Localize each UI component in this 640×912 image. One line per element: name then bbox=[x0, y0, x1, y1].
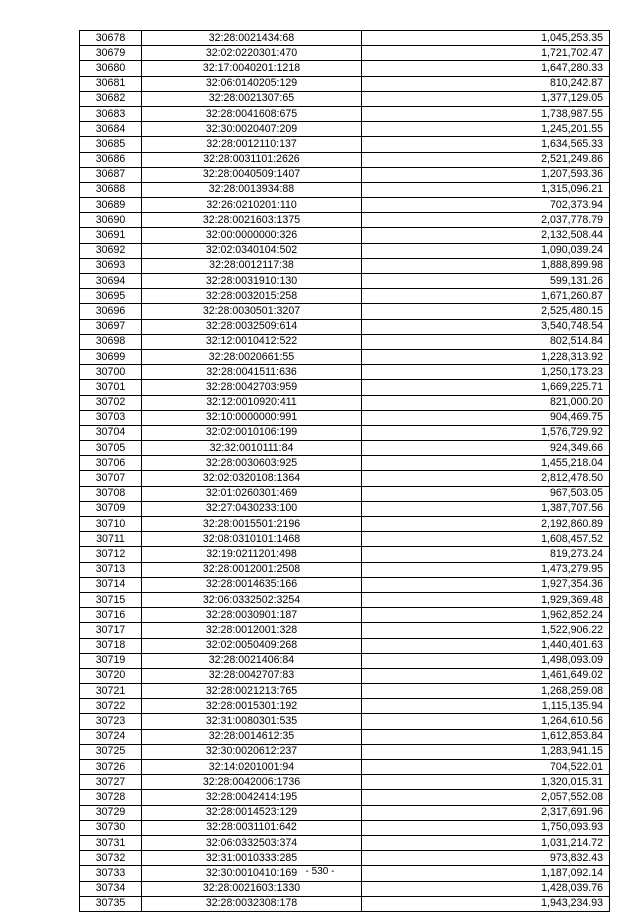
table-row bbox=[80, 805, 610, 820]
cadastral-number-cell: 32:02:0220301:470 bbox=[142, 46, 362, 61]
row-number-cell: 30733 bbox=[80, 866, 142, 881]
table-row bbox=[80, 243, 610, 258]
cadastral-number-cell: 32:31:0080301:535 bbox=[142, 714, 362, 729]
amount-cell: 2,192,860.89 bbox=[362, 517, 610, 532]
row-number-cell: 30680 bbox=[80, 61, 142, 76]
table-row bbox=[80, 76, 610, 91]
amount-cell: 704,522.01 bbox=[362, 760, 610, 775]
table-row bbox=[80, 532, 610, 547]
row-number-cell: 30707 bbox=[80, 471, 142, 486]
table-row bbox=[80, 334, 610, 349]
table-row bbox=[80, 501, 610, 516]
row-number-cell: 30731 bbox=[80, 835, 142, 850]
table-row bbox=[80, 167, 610, 182]
amount-cell: 1,320,015.31 bbox=[362, 775, 610, 790]
row-number-cell: 30713 bbox=[80, 562, 142, 577]
row-number-cell: 30684 bbox=[80, 122, 142, 137]
amount-cell: 2,521,249.86 bbox=[362, 152, 610, 167]
table-row bbox=[80, 304, 610, 319]
cadastral-number-cell: 32:02:0340104:502 bbox=[142, 243, 362, 258]
cadastral-number-cell: 32:17:0040201:1218 bbox=[142, 61, 362, 76]
amount-cell: 821,000.20 bbox=[362, 395, 610, 410]
amount-cell: 1,608,457.52 bbox=[362, 532, 610, 547]
table-row bbox=[80, 456, 610, 471]
cadastral-number-cell: 32:02:0010106:199 bbox=[142, 425, 362, 440]
cadastral-number-cell: 32:30:0010410:169 bbox=[142, 866, 362, 881]
table-row bbox=[80, 319, 610, 334]
row-number-cell: 30730 bbox=[80, 820, 142, 835]
amount-cell: 1,228,313.92 bbox=[362, 349, 610, 364]
amount-cell: 973,832.43 bbox=[362, 851, 610, 866]
cadastral-number-cell: 32:06:0332503:374 bbox=[142, 835, 362, 850]
row-number-cell: 30700 bbox=[80, 365, 142, 380]
row-number-cell: 30709 bbox=[80, 501, 142, 516]
row-number-cell: 30710 bbox=[80, 517, 142, 532]
cadastral-number-cell: 32:28:0021307:65 bbox=[142, 91, 362, 106]
row-number-cell: 30702 bbox=[80, 395, 142, 410]
cadastral-number-cell: 32:10:0000000:991 bbox=[142, 410, 362, 425]
row-number-cell: 30679 bbox=[80, 46, 142, 61]
cadastral-number-cell: 32:32:0010111:84 bbox=[142, 441, 362, 456]
amount-cell: 599,131.26 bbox=[362, 274, 610, 289]
table-body bbox=[80, 31, 610, 912]
cadastral-number-cell: 32:28:0032015:258 bbox=[142, 289, 362, 304]
cadastral-number-cell: 32:06:0332502:3254 bbox=[142, 592, 362, 607]
cadastral-number-cell: 32:28:0031910:130 bbox=[142, 274, 362, 289]
cadastral-number-cell: 32:19:0211201:498 bbox=[142, 547, 362, 562]
table-row bbox=[80, 881, 610, 896]
row-number-cell: 30708 bbox=[80, 486, 142, 501]
table-row bbox=[80, 213, 610, 228]
cadastral-number-cell: 32:02:0050409:268 bbox=[142, 638, 362, 653]
cadastral-number-cell: 32:28:0030901:187 bbox=[142, 608, 362, 623]
amount-cell: 1,929,369.48 bbox=[362, 592, 610, 607]
row-number-cell: 30688 bbox=[80, 182, 142, 197]
amount-cell: 1,250,173.23 bbox=[362, 365, 610, 380]
cadastral-number-cell: 32:28:0021603:1330 bbox=[142, 881, 362, 896]
table-row bbox=[80, 638, 610, 653]
row-number-cell: 30682 bbox=[80, 91, 142, 106]
cadastral-number-cell: 32:30:0020407:209 bbox=[142, 122, 362, 137]
table-row bbox=[80, 471, 610, 486]
row-number-cell: 30715 bbox=[80, 592, 142, 607]
table-row bbox=[80, 182, 610, 197]
table-row bbox=[80, 744, 610, 759]
table-row bbox=[80, 61, 610, 76]
amount-cell: 1,498,093.09 bbox=[362, 653, 610, 668]
row-number-cell: 30728 bbox=[80, 790, 142, 805]
table-row bbox=[80, 152, 610, 167]
table-row bbox=[80, 592, 610, 607]
table-row bbox=[80, 289, 610, 304]
amount-cell: 1,612,853.84 bbox=[362, 729, 610, 744]
amount-cell: 1,187,092.14 bbox=[362, 866, 610, 881]
cadastral-number-cell: 32:28:0042707:83 bbox=[142, 668, 362, 683]
row-number-cell: 30683 bbox=[80, 106, 142, 121]
table-row bbox=[80, 699, 610, 714]
row-number-cell: 30727 bbox=[80, 775, 142, 790]
cadastral-number-cell: 32:30:0020612:237 bbox=[142, 744, 362, 759]
cadastral-number-cell: 32:28:0020661:55 bbox=[142, 349, 362, 364]
cadastral-number-cell: 32:27:0430233:100 bbox=[142, 501, 362, 516]
cadastral-number-cell: 32:14:0201001:94 bbox=[142, 760, 362, 775]
table-row bbox=[80, 820, 610, 835]
cadastral-number-cell: 32:28:0032308:178 bbox=[142, 896, 362, 911]
cadastral-number-cell: 32:02:0320108:1364 bbox=[142, 471, 362, 486]
amount-cell: 1,576,729.92 bbox=[362, 425, 610, 440]
amount-cell: 1,377,129.05 bbox=[362, 91, 610, 106]
page-number: - 530 - bbox=[305, 866, 335, 877]
row-number-cell: 30721 bbox=[80, 684, 142, 699]
cadastral-number-cell: 32:28:0021603:1375 bbox=[142, 213, 362, 228]
cadastral-number-cell: 32:28:0012001:328 bbox=[142, 623, 362, 638]
table-row bbox=[80, 137, 610, 152]
row-number-cell: 30704 bbox=[80, 425, 142, 440]
row-number-cell: 30701 bbox=[80, 380, 142, 395]
table-row bbox=[80, 684, 610, 699]
row-number-cell: 30729 bbox=[80, 805, 142, 820]
row-number-cell: 30689 bbox=[80, 198, 142, 213]
amount-cell: 1,634,565.33 bbox=[362, 137, 610, 152]
amount-cell: 1,943,234.93 bbox=[362, 896, 610, 911]
cadastral-number-cell: 32:28:0041608:675 bbox=[142, 106, 362, 121]
row-number-cell: 30732 bbox=[80, 851, 142, 866]
cadastral-number-cell: 32:28:0040509:1407 bbox=[142, 167, 362, 182]
amount-cell: 1,031,214.72 bbox=[362, 835, 610, 850]
row-number-cell: 30695 bbox=[80, 289, 142, 304]
amount-cell: 1,115,135.94 bbox=[362, 699, 610, 714]
row-number-cell: 30723 bbox=[80, 714, 142, 729]
table-row bbox=[80, 106, 610, 121]
cadastral-number-cell: 32:28:0014612:35 bbox=[142, 729, 362, 744]
amount-cell: 1,461,649.02 bbox=[362, 668, 610, 683]
table-row bbox=[80, 547, 610, 562]
cadastral-number-cell: 32:06:0140205:129 bbox=[142, 76, 362, 91]
row-number-cell: 30735 bbox=[80, 896, 142, 911]
row-number-cell: 30719 bbox=[80, 653, 142, 668]
row-number-cell: 30696 bbox=[80, 304, 142, 319]
cadastral-number-cell: 32:28:0012117:38 bbox=[142, 258, 362, 273]
table-row bbox=[80, 775, 610, 790]
amount-cell: 1,721,702.47 bbox=[362, 46, 610, 61]
table-row bbox=[80, 562, 610, 577]
table-row bbox=[80, 349, 610, 364]
row-number-cell: 30699 bbox=[80, 349, 142, 364]
row-number-cell: 30725 bbox=[80, 744, 142, 759]
cadastral-number-cell: 32:28:0031101:2626 bbox=[142, 152, 362, 167]
table-row bbox=[80, 653, 610, 668]
table-row bbox=[80, 91, 610, 106]
amount-cell: 1,738,987.55 bbox=[362, 106, 610, 121]
row-number-cell: 30722 bbox=[80, 699, 142, 714]
row-number-cell: 30716 bbox=[80, 608, 142, 623]
table-row bbox=[80, 365, 610, 380]
amount-cell: 810,242.87 bbox=[362, 76, 610, 91]
amount-cell: 2,037,778.79 bbox=[362, 213, 610, 228]
row-number-cell: 30692 bbox=[80, 243, 142, 258]
cadastral-number-cell: 32:28:0015501:2196 bbox=[142, 517, 362, 532]
table-row bbox=[80, 851, 610, 866]
cadastral-number-cell: 32:28:0032509:614 bbox=[142, 319, 362, 334]
amount-cell: 802,514.84 bbox=[362, 334, 610, 349]
amount-cell: 2,812,478.50 bbox=[362, 471, 610, 486]
cadastral-number-cell: 32:28:0021434:68 bbox=[142, 31, 362, 46]
amount-cell: 1,090,039.24 bbox=[362, 243, 610, 258]
amount-cell: 1,268,259.08 bbox=[362, 684, 610, 699]
table-row bbox=[80, 410, 610, 425]
table-row bbox=[80, 258, 610, 273]
amount-cell: 1,750,093.93 bbox=[362, 820, 610, 835]
cadastral-number-cell: 32:28:0021213:765 bbox=[142, 684, 362, 699]
amount-cell: 1,440,401.63 bbox=[362, 638, 610, 653]
row-number-cell: 30724 bbox=[80, 729, 142, 744]
data-table bbox=[79, 30, 610, 912]
row-number-cell: 30697 bbox=[80, 319, 142, 334]
table-row bbox=[80, 668, 610, 683]
cadastral-number-cell: 32:12:0010920:411 bbox=[142, 395, 362, 410]
row-number-cell: 30681 bbox=[80, 76, 142, 91]
amount-cell: 1,669,225.71 bbox=[362, 380, 610, 395]
table-row bbox=[80, 623, 610, 638]
table-row bbox=[80, 198, 610, 213]
amount-cell: 904,469.75 bbox=[362, 410, 610, 425]
cadastral-number-cell: 32:08:0310101:1468 bbox=[142, 532, 362, 547]
row-number-cell: 30698 bbox=[80, 334, 142, 349]
amount-cell: 1,962,852.24 bbox=[362, 608, 610, 623]
table-row bbox=[80, 228, 610, 243]
cadastral-number-cell: 32:28:0042006:1736 bbox=[142, 775, 362, 790]
row-number-cell: 30706 bbox=[80, 456, 142, 471]
cadastral-number-cell: 32:26:0210201:110 bbox=[142, 198, 362, 213]
row-number-cell: 30687 bbox=[80, 167, 142, 182]
amount-cell: 1,387,707.56 bbox=[362, 501, 610, 516]
table-row bbox=[80, 274, 610, 289]
row-number-cell: 30686 bbox=[80, 152, 142, 167]
amount-cell: 1,671,260.87 bbox=[362, 289, 610, 304]
amount-cell: 2,317,691.96 bbox=[362, 805, 610, 820]
row-number-cell: 30720 bbox=[80, 668, 142, 683]
table-row bbox=[80, 122, 610, 137]
table-row bbox=[80, 714, 610, 729]
row-number-cell: 30712 bbox=[80, 547, 142, 562]
row-number-cell: 30678 bbox=[80, 31, 142, 46]
row-number-cell: 30685 bbox=[80, 137, 142, 152]
amount-cell: 1,473,279.95 bbox=[362, 562, 610, 577]
amount-cell: 1,522,906.22 bbox=[362, 623, 610, 638]
table-row bbox=[80, 380, 610, 395]
amount-cell: 1,647,280.33 bbox=[362, 61, 610, 76]
amount-cell: 2,057,552.08 bbox=[362, 790, 610, 805]
cadastral-number-cell: 32:28:0013934:88 bbox=[142, 182, 362, 197]
amount-cell: 967,503.05 bbox=[362, 486, 610, 501]
table-row bbox=[80, 31, 610, 46]
amount-cell: 1,428,039.76 bbox=[362, 881, 610, 896]
cadastral-number-cell: 32:28:0031101:642 bbox=[142, 820, 362, 835]
amount-cell: 702,373.94 bbox=[362, 198, 610, 213]
cadastral-number-cell: 32:28:0021406:84 bbox=[142, 653, 362, 668]
row-number-cell: 30726 bbox=[80, 760, 142, 775]
amount-cell: 2,525,480.15 bbox=[362, 304, 610, 319]
amount-cell: 819,273.24 bbox=[362, 547, 610, 562]
row-number-cell: 30694 bbox=[80, 274, 142, 289]
amount-cell: 1,315,096.21 bbox=[362, 182, 610, 197]
table-row bbox=[80, 760, 610, 775]
cadastral-number-cell: 32:28:0030603:925 bbox=[142, 456, 362, 471]
table-row bbox=[80, 425, 610, 440]
row-number-cell: 30734 bbox=[80, 881, 142, 896]
cadastral-number-cell: 32:28:0030501:3207 bbox=[142, 304, 362, 319]
cadastral-number-cell: 32:28:0042414:195 bbox=[142, 790, 362, 805]
amount-cell: 1,245,201.55 bbox=[362, 122, 610, 137]
cadastral-number-cell: 32:28:0014635:166 bbox=[142, 577, 362, 592]
table-row bbox=[80, 790, 610, 805]
amount-cell: 1,283,941.15 bbox=[362, 744, 610, 759]
cadastral-number-cell: 32:28:0012001:2508 bbox=[142, 562, 362, 577]
table-row bbox=[80, 395, 610, 410]
amount-cell: 3,540,748.54 bbox=[362, 319, 610, 334]
cadastral-number-cell: 32:28:0014523:129 bbox=[142, 805, 362, 820]
table-row bbox=[80, 441, 610, 456]
amount-cell: 1,264,610.56 bbox=[362, 714, 610, 729]
cadastral-number-cell: 32:28:0041511:636 bbox=[142, 365, 362, 380]
table-row bbox=[80, 46, 610, 61]
amount-cell: 924,349.66 bbox=[362, 441, 610, 456]
cadastral-number-cell: 32:12:0010412:522 bbox=[142, 334, 362, 349]
table-row bbox=[80, 896, 610, 911]
row-number-cell: 30711 bbox=[80, 532, 142, 547]
row-number-cell: 30718 bbox=[80, 638, 142, 653]
amount-cell: 1,045,253.35 bbox=[362, 31, 610, 46]
amount-cell: 1,207,593.36 bbox=[362, 167, 610, 182]
table-row bbox=[80, 577, 610, 592]
row-number-cell: 30703 bbox=[80, 410, 142, 425]
table-row bbox=[80, 517, 610, 532]
cadastral-number-cell: 32:01:0260301:469 bbox=[142, 486, 362, 501]
cadastral-number-cell: 32:28:0015301:192 bbox=[142, 699, 362, 714]
table-row bbox=[80, 729, 610, 744]
row-number-cell: 30705 bbox=[80, 441, 142, 456]
cadastral-number-cell: 32:00:0000000:326 bbox=[142, 228, 362, 243]
row-number-cell: 30714 bbox=[80, 577, 142, 592]
table-row bbox=[80, 486, 610, 501]
cadastral-number-cell: 32:28:0012110:137 bbox=[142, 137, 362, 152]
row-number-cell: 30690 bbox=[80, 213, 142, 228]
row-number-cell: 30717 bbox=[80, 623, 142, 638]
amount-cell: 1,455,218.04 bbox=[362, 456, 610, 471]
cadastral-number-cell: 32:28:0042703:959 bbox=[142, 380, 362, 395]
amount-cell: 1,927,354.36 bbox=[362, 577, 610, 592]
amount-cell: 1,888,899.98 bbox=[362, 258, 610, 273]
table-row bbox=[80, 608, 610, 623]
row-number-cell: 30691 bbox=[80, 228, 142, 243]
row-number-cell: 30693 bbox=[80, 258, 142, 273]
cadastral-number-cell: 32:31:0010333:285 bbox=[142, 851, 362, 866]
amount-cell: 2,132,508.44 bbox=[362, 228, 610, 243]
table-row bbox=[80, 835, 610, 850]
